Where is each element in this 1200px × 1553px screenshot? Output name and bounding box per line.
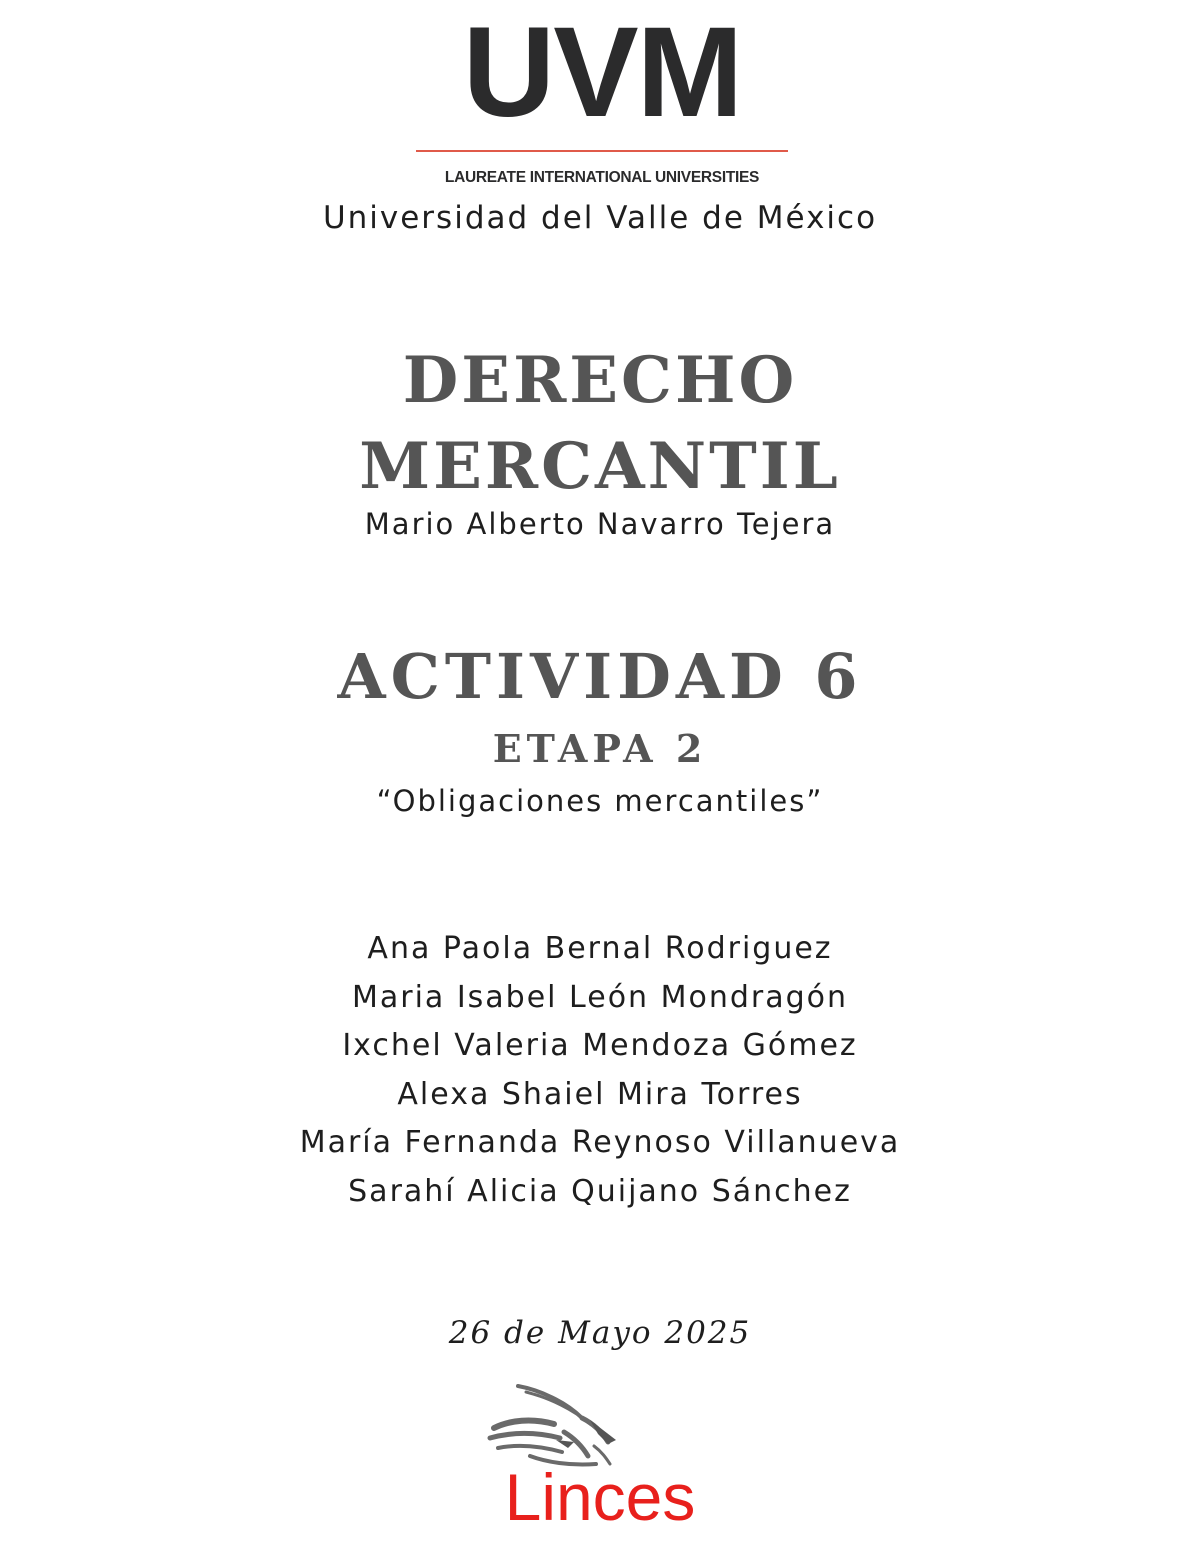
activity-title: ACTIVIDAD 6 [337,640,863,713]
team-member: Ana Paola Bernal Rodriguez [367,931,833,966]
university-name: Universidad del Valle de México [322,200,878,236]
uvm-logo-wordmark: UVM [462,1,742,144]
stage-title: ETAPA 2 [492,726,708,771]
course-title-line-1: DERECHO [402,343,798,418]
activity-topic: “Obligaciones mercantiles” [376,784,824,818]
teacher-name: Mario Alberto Navarro Tejera [364,507,836,541]
team-member: María Fernanda Reynoso Villanueva [299,1125,901,1160]
team-member: Ixchel Valeria Mendoza Gómez [342,1028,858,1063]
team-members-list [0,925,1200,1216]
team-member: Sarahí Alicia Quijano Sánchez [348,1173,852,1209]
lynx-head-icon [470,1380,730,1470]
team-member: Alexa Shaiel Mira Torres [397,1076,803,1112]
uvm-logo [412,1,792,186]
logo-tagline: LAUREATE INTERNATIONAL UNIVERSITIES [444,169,760,186]
logo-divider [416,150,788,152]
submission-date: 26 de Mayo 2025 [448,1315,752,1351]
linces-wordmark: Linces [504,1460,696,1534]
course-title [0,338,1200,510]
course-title-line-2: MERCANTIL [359,429,841,504]
team-member: Maria Isabel León Mondragón [351,979,849,1015]
linces-logo [470,1380,730,1540]
